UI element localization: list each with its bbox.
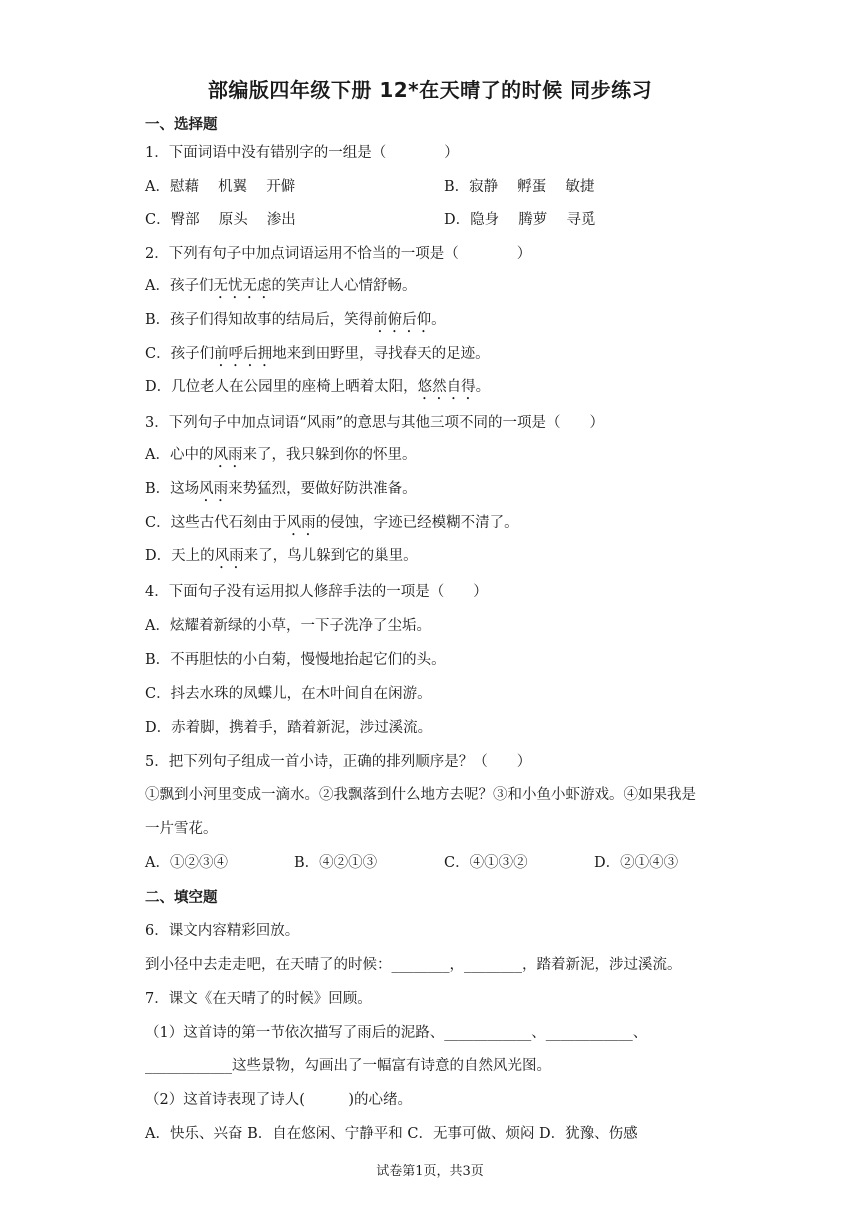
- question-3-option-a: A．心中的风雨来了，我只躲到你的怀里。: [145, 447, 417, 463]
- question-3-option-d: D．天上的风雨来了，鸟儿躲到它的巢里。: [145, 548, 418, 564]
- question-7-stem: 7．课文《在天晴了的时候》回顾。: [145, 991, 372, 1007]
- question-3-option-c: C．这些古代石刻由于风雨的侵蚀，字迹已经模糊不清了。: [145, 515, 519, 531]
- section-heading-fill: 二、填空题: [145, 890, 218, 906]
- question-2-option-c: C．孩子们前呼后拥地来到田野里，寻找春天的足迹。: [145, 346, 490, 362]
- question-5-option-c: C．④①③②: [444, 855, 528, 871]
- emphasized-word: 风雨: [199, 481, 229, 497]
- question-1-option-a: A．慰藉 机翼 开僻: [145, 179, 296, 195]
- question-1-stem: 1．下面词语中没有错别字的一组是（ ）: [145, 145, 459, 161]
- emphasized-word: 前俯后仰: [373, 312, 432, 328]
- question-7-part-1-line-2: ____________这些景物，勾画出了一幅富有诗意的自然风光图。: [145, 1058, 551, 1074]
- question-7-part-2: （2）这首诗表现了诗人( )的心绪。: [145, 1092, 413, 1108]
- question-2-option-a: A．孩子们无忧无虑的笑声让人心情舒畅。: [145, 278, 417, 294]
- emphasized-word: 风雨: [214, 548, 244, 564]
- question-1-option-c: C．臀部 原头 渗出: [145, 212, 296, 228]
- emphasized-word: 风雨: [286, 515, 316, 531]
- emphasized-word: 风雨: [213, 447, 243, 463]
- emphasized-word: 无忧无虑: [213, 278, 272, 294]
- question-4-option-d: D．赤着脚，携着手，踏着新泥，涉过溪流。: [145, 720, 433, 736]
- question-6-text: 到小径中去走走吧，在天晴了的时候：________，________，踏着新泥，涉过溪流。: [145, 957, 682, 973]
- question-1-option-d: D．隐身 腾萝 寻觅: [444, 212, 596, 228]
- page-footer: 试卷第1页，共3页: [376, 1164, 484, 1179]
- question-2-option-b: B．孩子们得知故事的结局后，笑得前俯后仰。: [145, 312, 446, 328]
- question-4-stem: 4．下面句子没有运用拟人修辞手法的一项是（ ）: [145, 584, 488, 600]
- question-5-option-b: B．④②①③: [294, 855, 378, 871]
- question-3-stem: 3．下列句子中加点词语“风雨”的意思与其他三项不同的一项是（ ）: [145, 415, 605, 431]
- emphasized-word: 悠然自得: [417, 379, 476, 395]
- question-5-option-d: D．②①④③: [594, 855, 679, 871]
- question-7-options: A．快乐、兴奋 B．自在悠闲、宁静平和 C．无事可做、烦闷 D．犹豫、伤感: [145, 1126, 638, 1142]
- question-7-part-1-line-1: （1）这首诗的第一节依次描写了雨后的泥路、____________、____________、: [145, 1025, 648, 1041]
- question-4-option-b: B．不再胆怯的小白菊，慢慢地抬起它们的头。: [145, 652, 446, 668]
- question-6-stem: 6．课文内容精彩回放。: [145, 923, 300, 939]
- question-4-option-a: A．炫耀着新绿的小草，一下子洗净了尘垢。: [145, 618, 431, 634]
- question-5-text-line-1: ①飘到小河里变成一滴水。②我飘落到什么地方去呢？③和小鱼小虾游戏。④如果我是: [145, 787, 696, 803]
- page-title: 部编版四年级下册 12*在天晴了的时候 同步练习: [207, 78, 653, 102]
- question-4-option-c: C．抖去水珠的凤蝶儿，在木叶间自在闲游。: [145, 686, 432, 702]
- section-heading-choice: 一、选择题: [145, 117, 218, 133]
- question-5-text-line-2: 一片雪花。: [145, 821, 218, 837]
- question-5-option-a: A．①②③④: [145, 855, 228, 871]
- question-2-stem: 2．下列有句子中加点词语运用不恰当的一项是（ ）: [145, 246, 532, 262]
- question-1-option-b: B．寂静 孵蛋 敏捷: [444, 179, 595, 195]
- question-3-option-b: B．这场风雨来势猛烈，要做好防洪准备。: [145, 481, 417, 497]
- emphasized-word: 前呼后拥: [214, 346, 273, 362]
- question-2-option-d: D．几位老人在公园里的座椅上晒着太阳，悠然自得。: [145, 379, 491, 395]
- question-5-stem: 5．把下列句子组成一首小诗，正确的排列顺序是？（ ）: [145, 754, 532, 770]
